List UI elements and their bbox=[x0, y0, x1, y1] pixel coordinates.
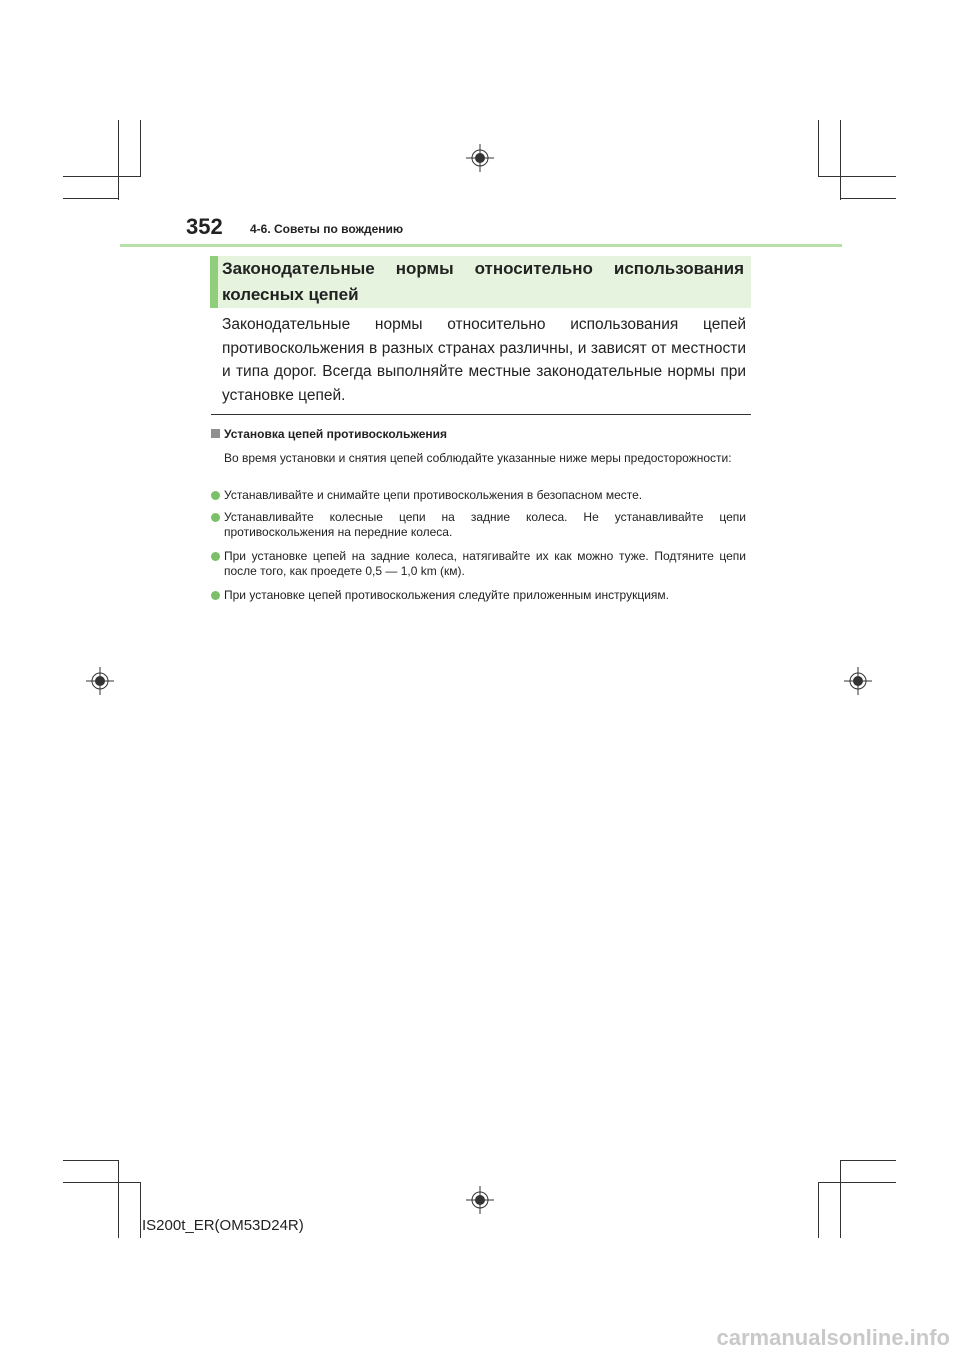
crop-mark bbox=[818, 1182, 819, 1238]
subsection-title: Установка цепей противоскольжения bbox=[224, 427, 448, 441]
divider bbox=[211, 414, 751, 415]
list-item: При установке цепей противоскольжения следуйте приложенным инструкциям. bbox=[211, 588, 746, 603]
crop-mark bbox=[140, 1182, 141, 1238]
crop-mark bbox=[118, 120, 119, 200]
crop-mark bbox=[818, 1182, 896, 1183]
crop-mark bbox=[63, 176, 141, 177]
crop-mark bbox=[840, 198, 896, 199]
registration-target-icon bbox=[844, 667, 872, 695]
list-item: Устанавливайте колесные цепи на задние колеса. Не устанавливайте цепи противоскольжения на передние колеса. bbox=[211, 510, 746, 540]
list-item: Устанавливайте и снимайте цепи противоскольжения в безопасном месте. bbox=[211, 488, 746, 503]
subsection-paragraph: Во время установки и снятия цепей соблюдайте указанные ниже меры предосторожности: bbox=[224, 451, 732, 465]
crop-mark bbox=[840, 120, 841, 200]
registration-target-icon bbox=[466, 144, 494, 172]
bullet-dot-icon bbox=[211, 552, 220, 561]
list-item: При установке цепей на задние колеса, натягивайте их как можно туже. Подтяните цепи после того, как проедете 0,5 — 1,0 km (км). bbox=[211, 549, 746, 579]
subsection-heading bbox=[211, 427, 447, 441]
crop-mark bbox=[818, 120, 819, 177]
crop-mark bbox=[840, 1160, 841, 1238]
crop-mark bbox=[118, 1160, 119, 1238]
square-bullet-icon bbox=[211, 429, 220, 438]
heading-title: Законодательные нормы относительно использования колесных цепей bbox=[222, 259, 744, 304]
page-number: 352 bbox=[186, 214, 223, 239]
footer-code: IS200t_ER(OM53D24R) bbox=[142, 1217, 304, 1234]
header-rule bbox=[120, 244, 842, 247]
bullet-dot-icon bbox=[211, 491, 220, 500]
registration-target-icon bbox=[466, 1186, 494, 1214]
crop-mark bbox=[63, 198, 119, 199]
crop-mark bbox=[818, 176, 896, 177]
intro-paragraph: Законодательные нормы относительно использования цепей противоскольжения в разных странах различны, и зависят от местности и типа дорог. Всегда выполняйте местные законодательные нормы при установке цепей. bbox=[222, 316, 746, 404]
crop-mark bbox=[140, 120, 141, 177]
crop-mark bbox=[840, 1160, 896, 1161]
section-title: 4-6. Советы по вождению bbox=[250, 222, 404, 236]
bullet-dot-icon bbox=[211, 513, 220, 522]
registration-target-icon bbox=[86, 667, 114, 695]
crop-mark bbox=[63, 1182, 141, 1183]
bullet-dot-icon bbox=[211, 591, 220, 600]
crop-mark bbox=[63, 1160, 119, 1161]
watermark: carmanualsonline.info bbox=[716, 1325, 950, 1350]
